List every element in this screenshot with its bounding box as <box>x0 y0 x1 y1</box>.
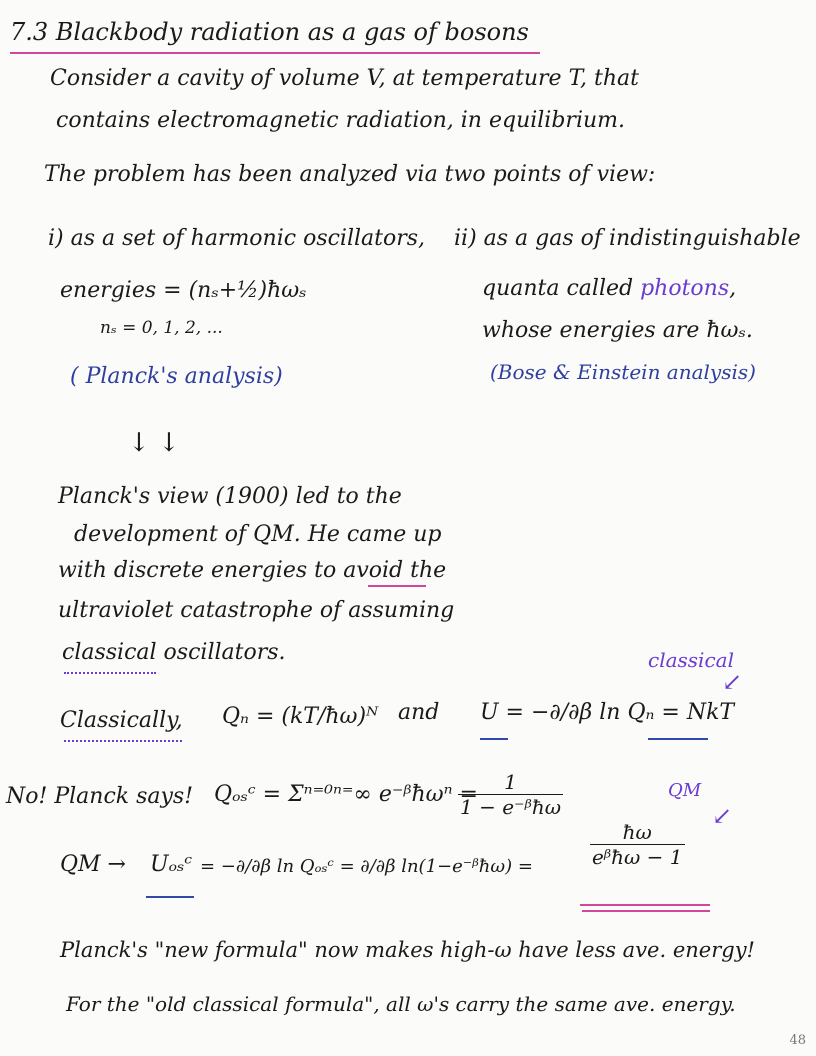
planck-para-1: Planck's view (1900) led to the <box>58 484 402 509</box>
planck-says-label: No! Planck says! <box>6 784 194 809</box>
classical-wavy-underline <box>64 672 156 674</box>
intro-line-1: Consider a cavity of volume V, at temperature T, that <box>50 66 639 91</box>
qm-result-fraction <box>590 820 685 869</box>
classical-u-formula: U = −∂/∂β ln Qₙ = NkT <box>480 700 735 725</box>
planck-para-3: with discrete energies to avoid the <box>58 558 447 583</box>
planck-para-2: development of QM. He came up <box>74 522 442 547</box>
view-ii-line-3: whose energies are ħωₛ. <box>482 318 753 343</box>
and-word: and <box>398 700 440 725</box>
view-i-line-1: i) as a set of harmonic oscillators, <box>48 226 426 251</box>
plancks-analysis-label: ( Planck's analysis) <box>70 364 283 389</box>
classical-note-arrow-icon: ↙ <box>722 668 743 696</box>
qm-result-numerator: ħω <box>590 820 685 845</box>
classically-label: Classically, <box>60 708 183 733</box>
down-arrows: ↓ ↓ <box>128 428 180 458</box>
result-underline-1 <box>580 904 710 906</box>
view-ii-comma: , <box>729 276 737 301</box>
result-underline-2 <box>582 910 710 912</box>
qm-derivation: = −∂/∂β ln Qₒₛᶜ = ∂/∂β ln(1−e⁻ᵝħω) = <box>200 856 533 877</box>
avoid-underline <box>368 585 426 587</box>
planck-para-4: ultraviolet catastrophe of assuming <box>58 598 455 623</box>
views-intro: The problem has been analyzed via two points of view: <box>44 162 656 187</box>
planck-q-denominator: 1 − e⁻ᵝħω <box>460 795 562 819</box>
planck-para-5: classical oscillators. <box>62 640 286 665</box>
qm-result-denominator: eᵝħω − 1 <box>592 845 683 869</box>
u-underline <box>480 738 508 740</box>
classical-note: classical <box>648 648 734 672</box>
classical-qn-formula: Qₙ = (kT/ħω)ᴺ <box>222 704 379 729</box>
u-osc-underline <box>146 896 194 898</box>
intro-line-2: contains electromagnetic radiation, in equilibrium. <box>56 108 626 133</box>
section-title: 7.3 Blackbody radiation as a gas of bosons <box>10 18 529 46</box>
view-ii-line-2 <box>482 276 736 301</box>
planck-q-fraction <box>458 770 563 819</box>
qm-arrow-label: QM → <box>60 852 126 877</box>
u-osc: Uₒₛᶜ <box>150 852 193 877</box>
planck-q-numerator: 1 <box>458 770 563 795</box>
conclusion-2: For the "old classical formula", all ω's carry the same ave. energy. <box>66 992 736 1016</box>
bose-einstein-label: (Bose & Einstein analysis) <box>490 360 756 384</box>
view-ii-quanta-text: quanta called <box>482 276 641 301</box>
title-underline <box>10 52 540 54</box>
planck-q-formula: Qₒₛᶜ = Σⁿ⁼⁰ⁿ⁼∞ e⁻ᵝħωⁿ = <box>214 782 478 807</box>
view-i-ns-values: nₛ = 0, 1, 2, ... <box>100 318 223 338</box>
classically-wavy-underline <box>64 740 182 742</box>
nkt-underline <box>648 738 708 740</box>
qm-note-arrow-icon: ↙ <box>712 802 733 830</box>
page-number: 48 <box>789 1033 806 1048</box>
qm-note: QM <box>668 780 702 801</box>
view-ii-line-1: ii) as a gas of indistinguishable <box>454 226 801 251</box>
photons-word: photons <box>640 276 730 301</box>
view-i-energies: energies = (nₛ+½)ħωₛ <box>60 278 307 303</box>
conclusion-1: Planck's "new formula" now makes high-ω have less ave. energy! <box>60 938 755 962</box>
